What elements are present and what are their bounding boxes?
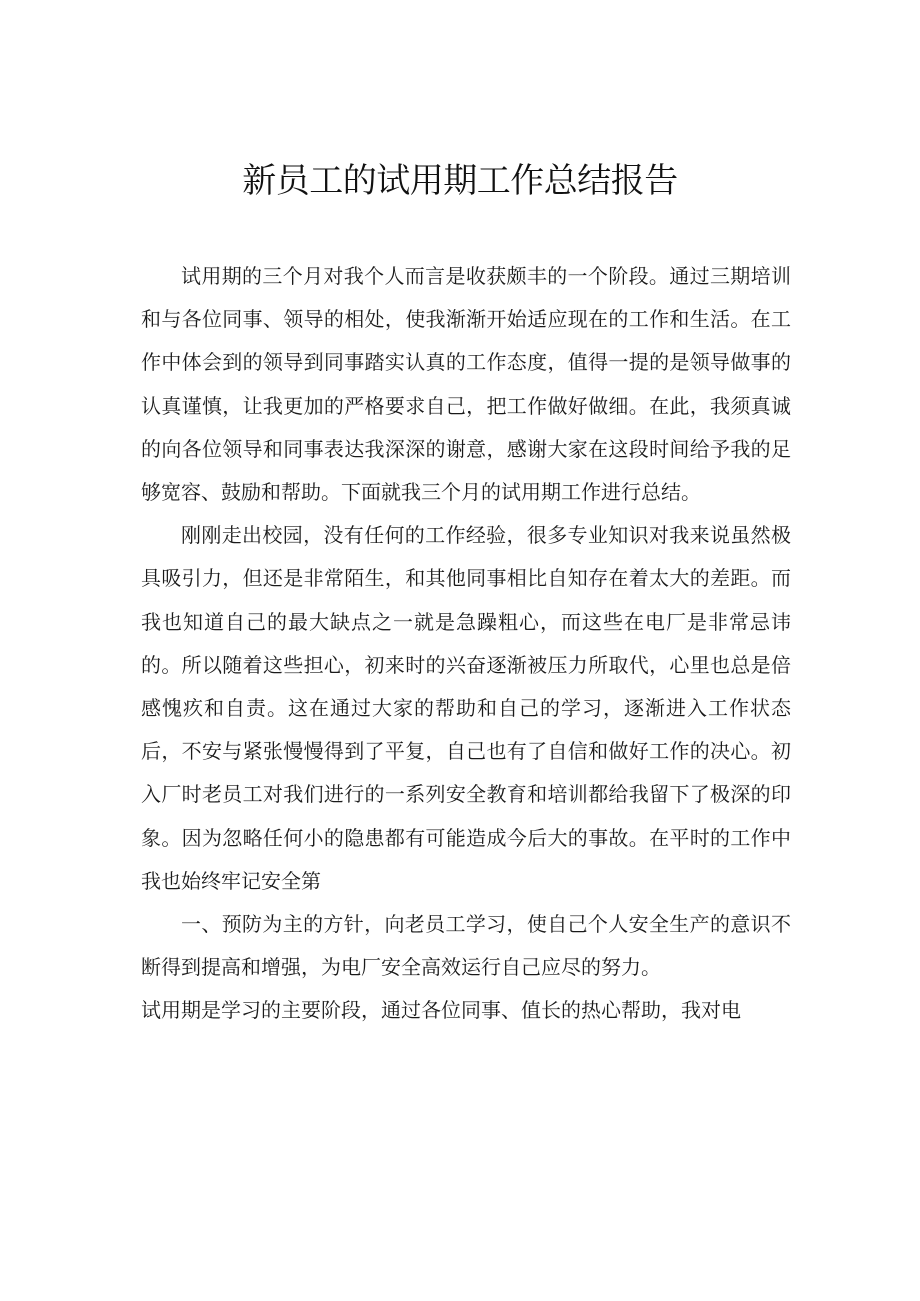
paragraph-safety: 一、预防为主的方针，向老员工学习，使自己个人安全生产的意识不断得到提高和增强，为电厂安全高效运行自己应尽的努力。 [141, 912, 791, 980]
document-body [141, 255, 791, 1033]
paragraph-intro: 试用期的三个月对我个人而言是收获颇丰的一个阶段。通过三期培训和与各位同事、领导的相处，使我渐渐开始适应现在的工作和生活。在工作中体会到的领导到同事踏实认真的工作态度，值得一提的是领导做事的认真谨慎，让我更加的严格要求自己，把工作做好做细。在此，我须真诚的向各位领导和同事表达我深深的谢意，感谢大家在这段时间给予我的足够宽容、鼓励和帮助。下面就我三个月的试用期工作进行总结。 [141, 264, 791, 505]
document-title: 新员工的试用期工作总结报告 [242, 161, 678, 201]
paragraph-learning: 试用期是学习的主要阶段，通过各位同事、值长的热心帮助，我对电 [141, 998, 741, 1023]
paragraph-adaptation: 刚刚走出校园，没有任何的工作经验，很多专业知识对我来说虽然极具吸引力，但还是非常陌生，和其他同事相比自知存在着太大的差距。而我也知道自己的最大缺点之一就是急躁粗心，而这些在电厂是非常忌讳的。所以随着这些担心，初来时的兴奋逐渐被压力所取代，心里也总是倍感愧疚和自责。这在通过大家的帮助和自己的学习，逐渐进入工作状态后，不安与紧张慢慢得到了平复，自己也有了自信和做好工作的决心。初入厂时老员工对我们进行的一系列安全教育和培训都给我留下了极深的印象。因为忽略任何小的隐患都有可能造成今后大的事故。在平时的工作中我也始终牢记安全第 [141, 523, 791, 893]
